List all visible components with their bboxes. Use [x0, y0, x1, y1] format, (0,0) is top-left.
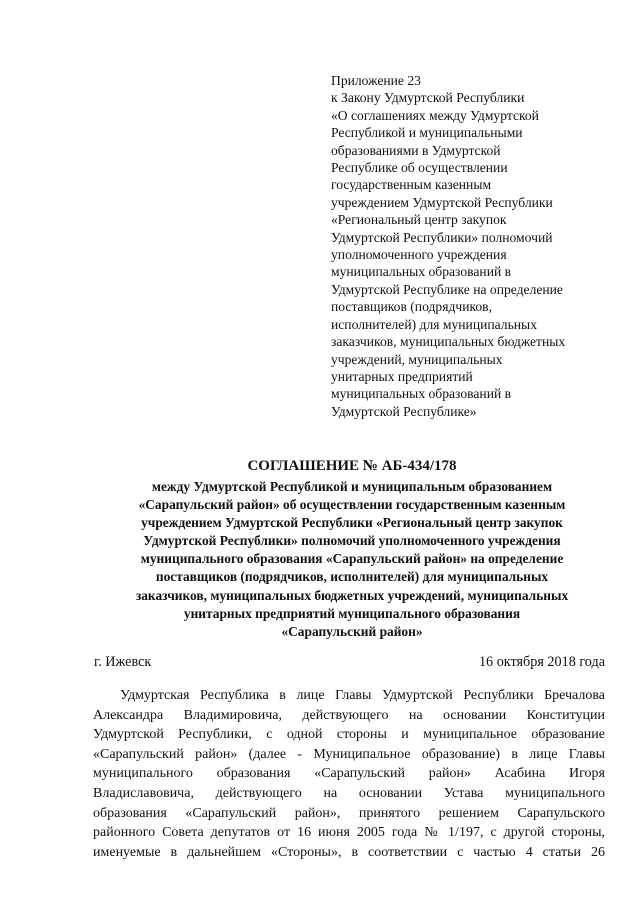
- appendix-line: Удмуртской Республике на определение: [331, 281, 563, 297]
- body-line: Удмуртская Республика в лице Главы Удмуртской Республики Бречалова: [120, 688, 605, 703]
- appendix-line: уполномоченного учреждения: [331, 247, 507, 263]
- appendix-line: унитарных предприятий: [331, 368, 473, 384]
- appendix-line: Удмуртской Республики» полномочий: [331, 229, 553, 245]
- subtitle-line: «Сарапульский район»: [281, 623, 423, 639]
- body-line: муниципального образования «Сарапульский район» Асабина Игоря: [93, 766, 605, 782]
- appendix-line: поставщиков (подрядчиков,: [331, 299, 493, 315]
- subtitle-line: заказчиков, муниципальных бюджетных учреждений, муниципальных: [135, 587, 569, 603]
- appendix-line: муниципальных образований в: [331, 386, 512, 402]
- appendix-line: Удмуртской Республике»: [331, 403, 477, 419]
- signing-place: г. Ижевск: [94, 654, 152, 670]
- subtitle-line: унитарных предприятий муниципального образования: [183, 605, 521, 621]
- subtitle-line: между Удмуртской Республикой и муниципальным образованием: [151, 479, 553, 494]
- body-line: районного Совета депутатов от 16 июня 2005 года № 1/197, с другой стороны,: [93, 825, 605, 841]
- appendix-line: Республике об осуществлении: [331, 160, 508, 176]
- body-line: образования «Сарапульский район», принятого решением Сарапульского: [93, 805, 605, 821]
- appendix-line: муниципальных образований в: [331, 264, 512, 280]
- appendix-line: к Закону Удмуртской Республики: [331, 90, 525, 106]
- appendix-line: Приложение 23: [331, 73, 421, 88]
- subtitle-line: муниципального образования «Сарапульский район» на определение: [140, 551, 564, 567]
- appendix-header: [331, 72, 631, 420]
- appendix-line: учреждений, муниципальных: [331, 351, 503, 367]
- body-line: Удмуртской Республики, с одной стороны и муниципальное образование: [93, 727, 605, 743]
- body-line: «Сарапульский район» (далее - Муниципальное образование) в лице Главы: [93, 746, 605, 762]
- appendix-line: заказчиков, муниципальных бюджетных: [331, 334, 566, 350]
- subtitle-line: «Сарапульский район» об осуществлении государственным казенным: [138, 497, 566, 513]
- body-line: Владиславовича, действующего на основании Устава муниципального: [93, 785, 605, 801]
- appendix-line: образованиями в Удмуртской: [331, 142, 501, 158]
- appendix-line: государственным казенным: [331, 177, 492, 193]
- appendix-line: «О соглашениях между Удмуртской: [331, 107, 539, 123]
- appendix-line: учреждением Удмуртской Республики: [331, 194, 553, 210]
- appendix-line: исполнителей) для муниципальных: [331, 316, 537, 332]
- subtitle-line: учреждением Удмуртской Республики «Региональный центр закупок: [141, 515, 563, 531]
- subtitle-line: поставщиков (подрядчиков, исполнителей) для муниципальных: [155, 569, 549, 585]
- appendix-line: Республикой и муниципальными: [331, 125, 523, 141]
- body-line: именуемые в дальнейшем «Стороны», в соответствии с частью 4 статьи 26: [93, 844, 605, 860]
- agreement-body: [93, 686, 605, 862]
- subtitle-line: Удмуртской Республики» полномочий уполномоченного учреждения: [143, 533, 561, 549]
- signing-date: 16 октября 2018 года: [478, 654, 605, 670]
- appendix-line: «Региональный центр закупок: [331, 212, 507, 228]
- agreement-title: СОГЛАШЕНИЕ № АБ-434/178: [247, 458, 457, 474]
- agreement-subtitle: [92, 478, 612, 641]
- body-line: Александра Владимировича, действующего на основании Конституции: [93, 707, 605, 723]
